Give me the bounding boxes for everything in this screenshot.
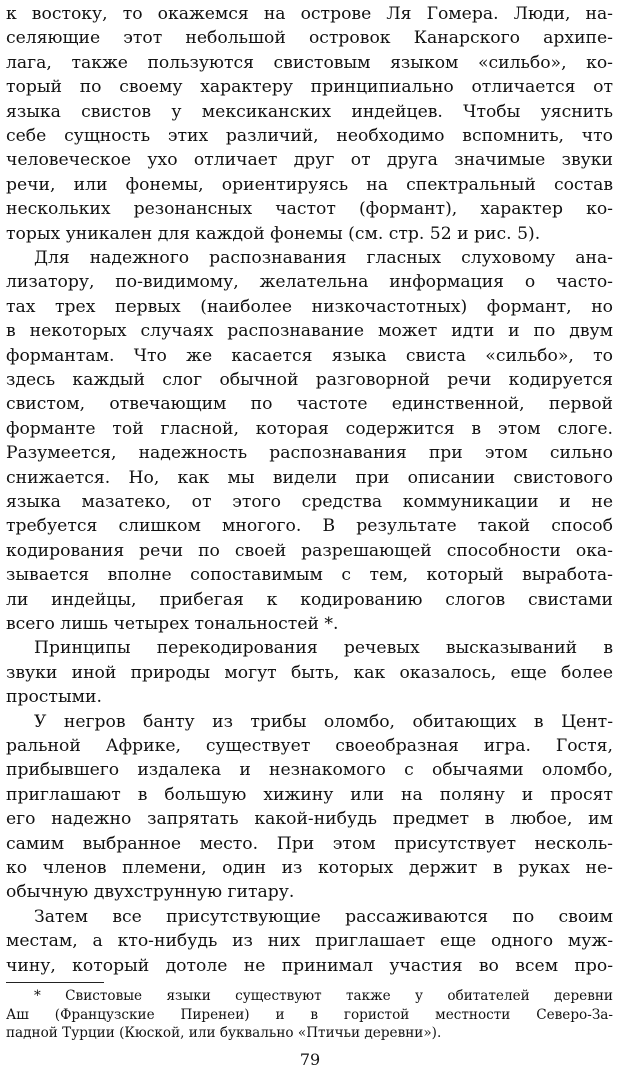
body-line: звуки иной природы могут быть, как оказалось, еще более: [6, 662, 613, 683]
body-line: в некоторых случаях распознавание может идти и по двум: [6, 321, 613, 342]
body-line: торый по своему характеру принципиально отличается от: [6, 77, 613, 98]
body-line: прибывшего издалека и незнакомого с обычаями оломбо,: [6, 760, 613, 781]
body-line: самим выбранное место. При этом присутствует несколь-: [6, 833, 613, 854]
body-line: формантам. Что же касается языка свиста «сильбо», то: [6, 345, 613, 366]
body-line: торых уникален для каждой фонемы (см. стр. 52 и рис. 5).: [6, 223, 541, 244]
body-line: лизатору, по-видимому, желательна информация о часто-: [6, 272, 613, 293]
body-line: себе сущность этих различий, необходимо вспомнить, что: [6, 126, 613, 146]
body-line: требуется слишком многого. В результате такой способ: [6, 516, 613, 537]
body-line: кодирования речи по своей разрешающей способности ока-: [6, 540, 613, 561]
body-line: ли индейцы, прибегая к кодированию слогов свистами: [6, 589, 613, 610]
body-line: лага, также пользуются свистовым языком «сильбо», ко-: [6, 52, 613, 73]
body-line: нескольких резонансных частот (формант), характер ко-: [6, 199, 613, 220]
body-line: форманте той гласной, которая содержится в этом слоге.: [6, 418, 613, 439]
body-line: снижается. Но, как мы видели при описании свистового: [6, 467, 613, 488]
body-line: ко членов племени, один из которых держит в руках не-: [6, 858, 613, 878]
body-line: тах трех первых (наиболее низкочастотных) формант, но: [6, 296, 613, 317]
paragraph-start-line: У негров банту из трибы оломбо, обитающих в Цент-: [34, 711, 613, 732]
paragraph-start-line: Принципы перекодирования речевых высказываний в: [34, 638, 613, 659]
body-line: селяющие этот небольшой островок Канарского архипе-: [6, 28, 613, 49]
body-line: простыми.: [6, 687, 102, 708]
footnote-line: * Свистовые языки существуют также у обитателей деревни: [34, 988, 613, 1004]
body-line: Разумеется, надежность распознавания при этом сильно: [6, 443, 613, 464]
body-line: приглашают в большую хижину или на поляну и просят: [6, 784, 613, 805]
body-line: ральной Африке, существует своеобразная игра. Гостя,: [6, 736, 613, 756]
body-line: человеческое ухо отличает друг от друга значимые звуки: [6, 150, 613, 171]
body-line: зывается вполне сопоставимым с тем, который выработа-: [6, 565, 613, 586]
body-line: к востоку, то окажемся на острове Ля Гомера. Люди, на-: [6, 4, 613, 24]
footnote-line: падной Турции (Кюской, или буквально «Птичьи деревни»).: [6, 1025, 442, 1041]
footnote-divider: [6, 982, 104, 983]
body-line: языка свистов у мексиканских индейцев. Чтобы уяснить: [6, 101, 613, 122]
body-line: местам, а кто-нибудь из них приглашает еще одного муж-: [6, 931, 613, 952]
paragraph-start-line: Затем все присутствующие рассаживаются по своим: [34, 906, 613, 927]
body-line: речи, или фонемы, ориентируясь на спектральный состав: [6, 174, 613, 195]
body-line: языка мазатеко, от этого средства коммуникации и не: [6, 492, 613, 512]
page-number: 79: [299, 1049, 321, 1069]
body-line: обычную двухструнную гитару.: [6, 882, 295, 903]
body-line: всего лишь четырех тональностей *.: [6, 614, 339, 634]
body-line: чину, который дотоле не принимал участия во всем про-: [6, 955, 613, 976]
paragraph-start-line: Для надежного распознавания гласных слуховому ана-: [34, 248, 613, 268]
footnote-line: Аш (Французские Пиренеи) и в гористой местности Северо-За-: [6, 1006, 613, 1023]
body-line: свистом, отвечающим по частоте единственной, первой: [6, 394, 613, 415]
body-line: его надежно запрятать какой-нибудь предмет в любое, им: [6, 809, 613, 830]
body-line: здесь каждый слог обычной разговорной речи кодируется: [6, 370, 613, 390]
